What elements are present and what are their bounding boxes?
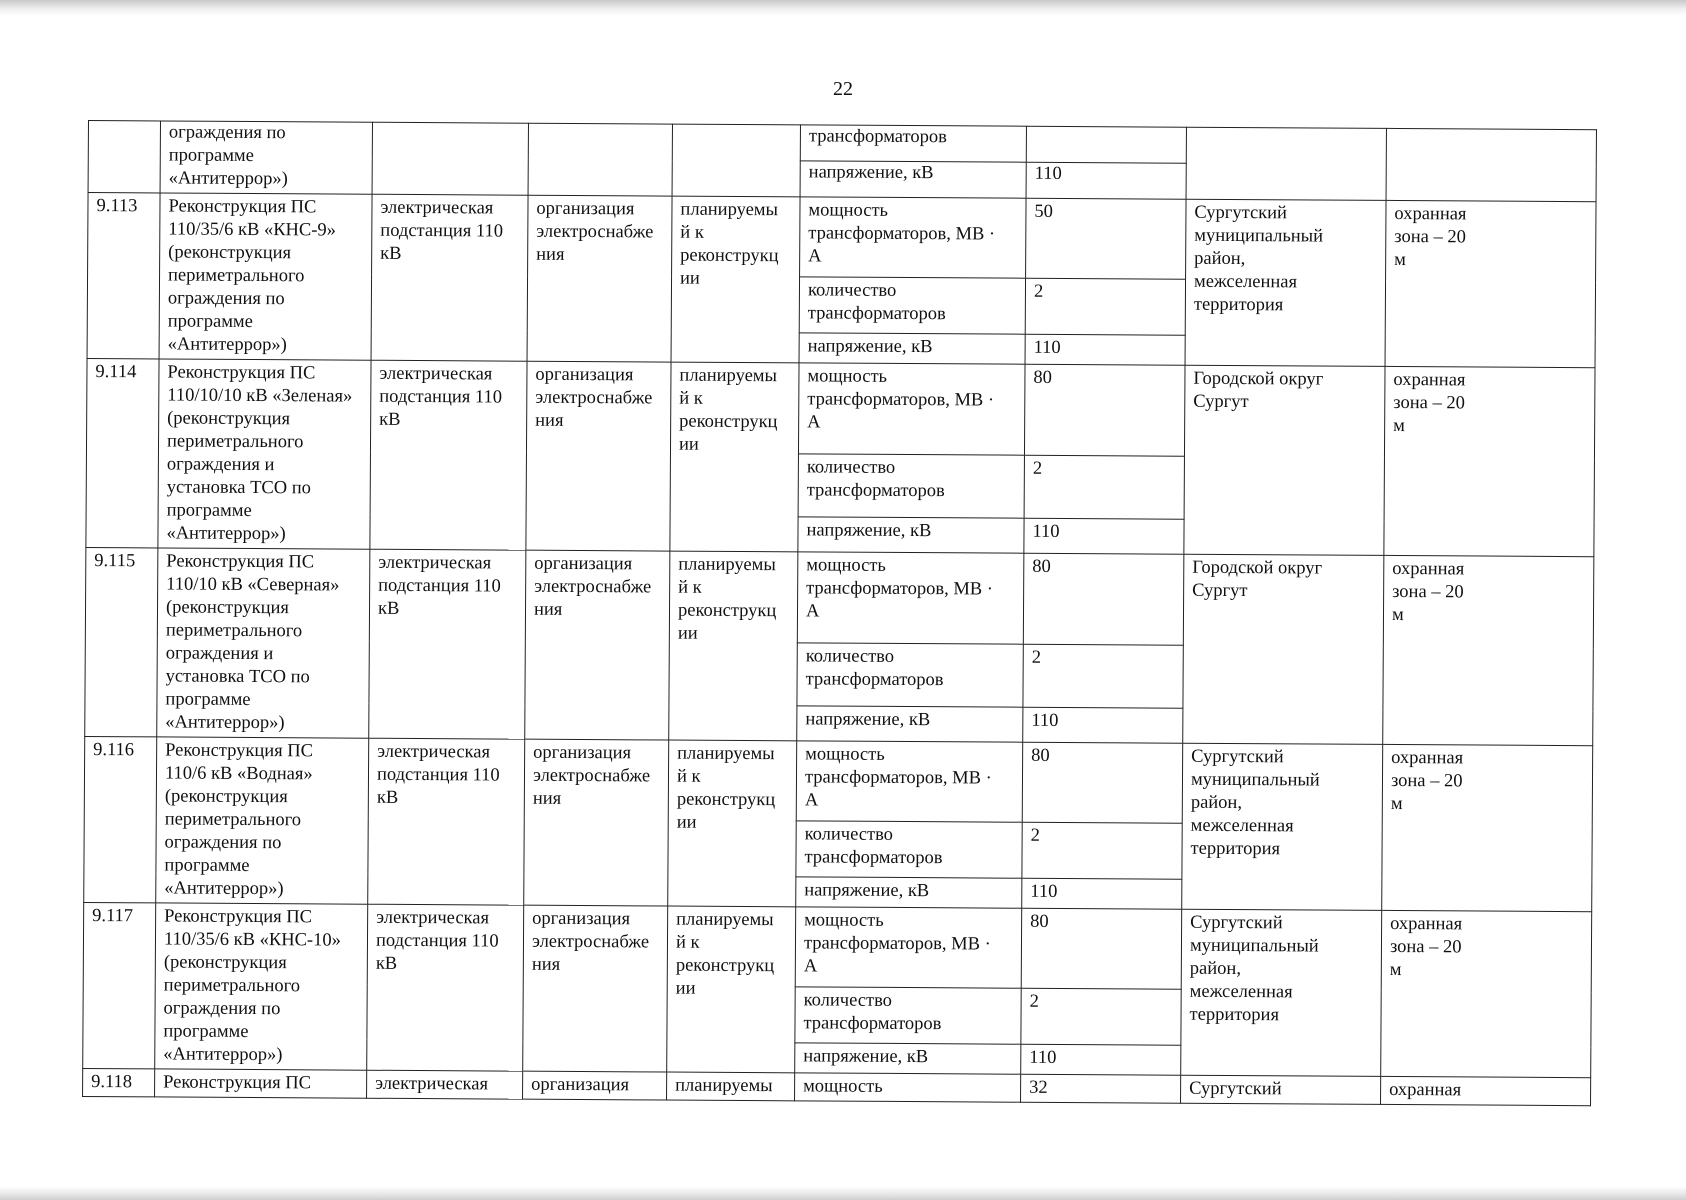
cell-param: количество трансформаторов [795, 987, 1021, 1044]
facilities-table [82, 120, 1597, 1106]
cell-zone [1386, 128, 1596, 201]
cell-param: количество трансформаторов [798, 454, 1024, 518]
table-body [83, 121, 1597, 1106]
cell-value: 110 [1023, 708, 1183, 744]
cell-name: Реконструкция ПС 110/10 кВ «Северная» (реконструкция периметрального ограждения и установка ТСО по программе «Антитеррор») [157, 548, 370, 738]
cell-location: Сургутский муниципальный район, межселенная территория [1181, 909, 1382, 1076]
cell-value: 2 [1023, 645, 1183, 709]
cell-type [372, 122, 528, 195]
cell-value: 110 [1024, 519, 1184, 555]
scan-edge-bottom [0, 1186, 1686, 1200]
cell-purpose: организация [523, 1071, 667, 1100]
cell-purpose: организация электроснабже ния [526, 361, 671, 551]
cell-param: мощность трансформаторов, МВ · А [797, 552, 1024, 645]
cell-value: 2 [1021, 988, 1181, 1044]
cell-value: 110 [1026, 162, 1186, 199]
cell-name: Реконструкция ПС [155, 1069, 367, 1098]
cell-value: 2 [1022, 823, 1182, 879]
table-row [85, 547, 1594, 648]
cell-value: 110 [1025, 334, 1185, 365]
cell-param: мощность трансформаторов, МВ · А [798, 363, 1025, 456]
cell-location: Городской округ Сургут [1183, 554, 1384, 744]
cell-value: 50 [1026, 198, 1186, 279]
cell-purpose: организация электроснабже ния [523, 905, 668, 1072]
document-sheet [82, 120, 1596, 1106]
cell-status: планируемы й к реконструкц ии [670, 362, 799, 552]
cell-location: Сургутский муниципальный район, межселенная территория [1185, 199, 1386, 366]
cell-type: электрическая [367, 1070, 523, 1099]
cell-param: мощность трансформаторов, МВ · А [795, 907, 1021, 989]
cell-type: электрическая подстанция 110 кВ [367, 904, 524, 1071]
cell-zone: охранная зона – 20 м [1383, 555, 1594, 745]
cell-purpose: организация электроснабже ния [525, 550, 670, 740]
cell-name: Реконструкция ПС 110/10/10 кВ «Зеленая» (реконструкция периметрального ограждения и установка ТСО по программе «Антитеррор») [158, 359, 371, 549]
table-row [84, 736, 1592, 825]
cell-value: 2 [1025, 279, 1185, 335]
cell-value: 110 [1021, 1044, 1181, 1075]
cell-param: мощность трансформаторов, МВ · А [800, 197, 1026, 279]
cell-num: 9.116 [84, 736, 157, 902]
scan-edge-top [0, 0, 1686, 16]
cell-param: трансформаторов [800, 125, 1026, 162]
cell-param: мощность трансформаторов, МВ · А [796, 741, 1022, 823]
cell-name: Реконструкция ПС 110/35/6 кВ «КНС-9» (реконструкция периметрального ограждения по программе «Антитеррор») [159, 193, 372, 360]
cell-value: 32 [1021, 1074, 1181, 1103]
cell-purpose: организация электроснабже ния [527, 195, 672, 362]
cell-value: 80 [1024, 364, 1185, 456]
cell-status: планируемы й к реконструкц ии [671, 196, 800, 363]
cell-location: Сургутский [1181, 1075, 1381, 1104]
cell-num [88, 121, 160, 193]
cell-param: напряжение, кВ [795, 1042, 1021, 1074]
cell-location: Сургутский муниципальный район, межселенная территория [1182, 743, 1383, 910]
cell-value [1026, 126, 1186, 163]
cell-status: планируемы й к реконструкц ии [669, 551, 798, 741]
table-row-continued [88, 121, 1596, 166]
cell-type: электрическая подстанция 110 кВ [370, 360, 527, 550]
cell-purpose: организация электроснабже ния [524, 739, 669, 906]
cell-num: 9.115 [85, 547, 158, 736]
cell-type: электрическая подстанция 110 кВ [368, 738, 525, 905]
cell-zone: охранная зона – 20 м [1385, 200, 1596, 367]
cell-status: планируемы й к реконструкц ии [668, 740, 797, 907]
table-row [88, 193, 1596, 282]
cell-param: напряжение, кВ [796, 876, 1022, 908]
cell-value: 80 [1022, 742, 1182, 823]
cell-value: 80 [1023, 553, 1184, 645]
cell-zone: охранная зона – 20 м [1381, 910, 1592, 1077]
cell-zone: охранная зона – 20 м [1384, 366, 1595, 556]
cell-location: Городской округ Сургут [1184, 365, 1385, 555]
cell-param: количество трансформаторов [799, 277, 1025, 334]
page-number: 22 [833, 78, 853, 100]
cell-num: 9.117 [83, 902, 156, 1068]
cell-zone: охранная [1381, 1076, 1591, 1105]
cell-param: количество трансформаторов [797, 643, 1023, 707]
cell-zone: охранная зона – 20 м [1382, 744, 1593, 911]
cell-num: 9.113 [87, 193, 160, 359]
cell-type: электрическая подстанция 110 кВ [369, 549, 526, 739]
cell-num: 9.118 [83, 1068, 155, 1096]
cell-name: Реконструкция ПС 110/6 кВ «Водная» (реконструкция периметрального ограждения по программе «Антитеррор») [156, 737, 369, 904]
cell-name: ограждения по программе «Антитеррор») [160, 121, 372, 194]
cell-purpose [528, 123, 672, 196]
cell-param: напряжение, кВ [799, 332, 1025, 364]
cell-value: 2 [1024, 456, 1184, 520]
cell-value: 80 [1021, 908, 1181, 989]
cell-status [672, 124, 800, 197]
cell-param: напряжение, кВ [800, 161, 1026, 198]
cell-param: напряжение, кВ [798, 517, 1024, 553]
table-row [83, 902, 1591, 991]
cell-param: напряжение, кВ [797, 706, 1023, 742]
cell-name: Реконструкция ПС 110/35/6 кВ «КНС-10» (реконструкция периметрального ограждения по программе «Антитеррор») [155, 903, 368, 1070]
cell-status: планируемы й к реконструкц ии [667, 906, 796, 1073]
cell-type: электрическая подстанция 110 кВ [371, 194, 528, 361]
cell-status: планируемы [667, 1072, 795, 1101]
cell-param: мощность [795, 1073, 1021, 1102]
cell-num: 9.114 [86, 358, 159, 547]
cell-param: количество трансформаторов [796, 821, 1022, 878]
table-row [86, 358, 1595, 459]
cell-location [1186, 127, 1386, 200]
cell-value: 110 [1022, 878, 1182, 909]
